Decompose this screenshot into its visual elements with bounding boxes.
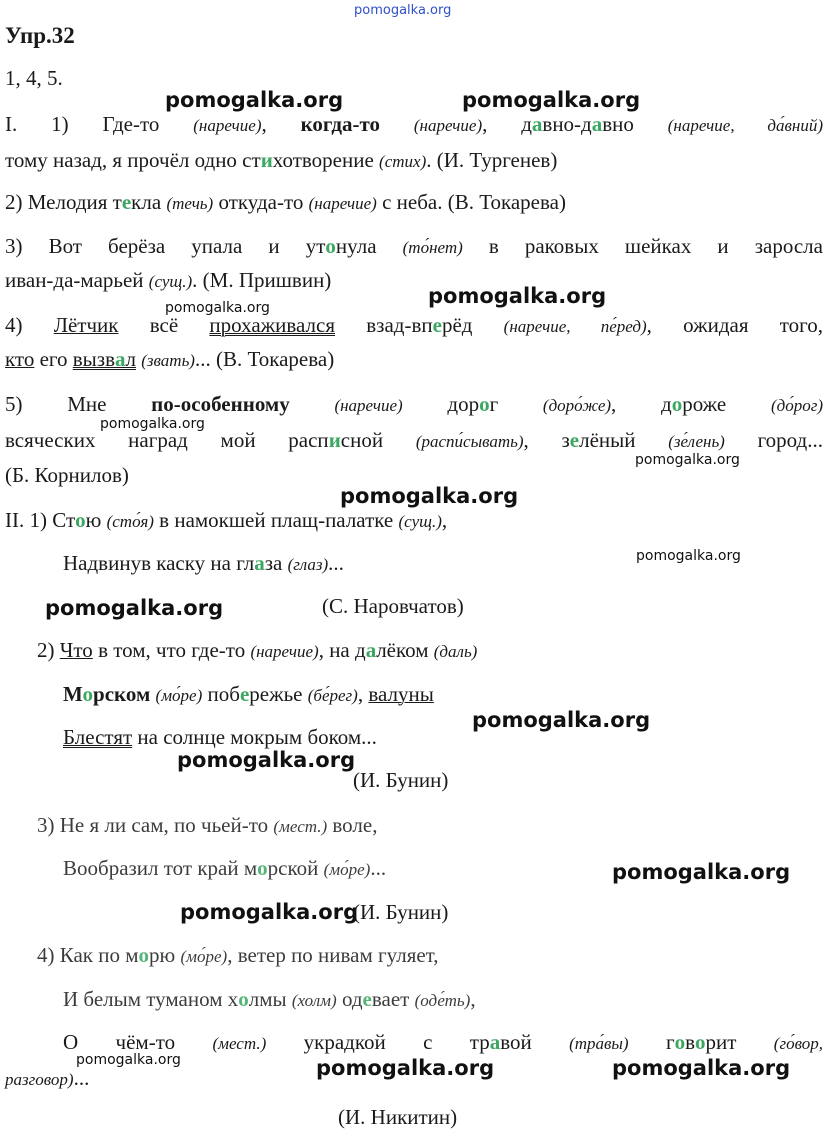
poem-4-line-4: разговор)...	[5, 1066, 90, 1090]
sentence-4-line-2: кто его вызвал (звать)... (В. Токарева)	[5, 347, 335, 371]
watermark: pomogalka.org	[316, 1056, 495, 1080]
poem-4-author: (И. Никитин)	[338, 1105, 458, 1129]
watermark: pomogalka.org	[635, 452, 740, 468]
poem-2-line-3: Блестят на солнце мокрым боком...	[63, 725, 377, 749]
watermark: pomogalka.org	[472, 708, 651, 732]
sentence-3-line-1: 3) Вот берёза упала и утонула (то́нет) в раковых шейках и заросла	[5, 234, 823, 258]
watermark: pomogalka.org	[76, 1052, 181, 1068]
exercise-title: Упр.32	[5, 23, 75, 48]
watermark: pomogalka.org	[100, 416, 205, 432]
watermark: pomogalka.org	[177, 748, 356, 772]
watermark: pomogalka.org	[636, 548, 741, 564]
watermark: pomogalka.org	[165, 300, 270, 316]
poem-2-author: (И. Бунин)	[353, 768, 449, 792]
sentence-3-line-2: иван-да-марьей (сущ.). (М. Пришвин)	[5, 268, 332, 292]
poem-3-line-2: Вообразил тот край морской (мо́ре)...	[63, 856, 387, 880]
poem-1-author: (С. Наровчатов)	[322, 594, 464, 618]
poem-1-line-2: Надвинув каску на глаза (глаз)...	[63, 551, 344, 575]
poem-4-line-1: 4) Как по морю (мо́ре), ветер по нивам гуляет,	[37, 943, 439, 967]
sentence-1-line-2: тому назад, я прочёл одно стихотворение (стих). (И. Тургенев)	[5, 148, 558, 172]
watermark: pomogalka.org	[45, 596, 224, 620]
poem-4-line-2: И белым туманом холмы (холм) одевает (оде́ть),	[63, 987, 476, 1011]
poem-3-author: (И. Бунин)	[353, 900, 449, 924]
poem-1-line-1: II. 1) Стою (сто́я) в намокшей плащ-палатке (сущ.),	[5, 508, 448, 532]
sentence-5-line-2: всяческих наград мой расписной (распи́сывать), зелёный (зе́лень) город...	[5, 428, 823, 452]
sentence-4-line-1: 4) Лётчик всё прохаживался взад-вперёд (наречие, пе́ред), ожидая того,	[5, 313, 823, 337]
sentence-2: 2) Мелодия текла (течь) откуда-то (наречие) с неба. (В. Токарева)	[5, 190, 566, 214]
exercise-numbers: 1, 4, 5.	[5, 66, 63, 90]
watermark: pomogalka.org	[165, 88, 344, 112]
watermark: pomogalka.org	[612, 1056, 791, 1080]
watermark-top: pomogalka.org	[354, 3, 452, 18]
sentence-5-author: (Б. Корнилов)	[5, 463, 129, 487]
watermark: pomogalka.org	[428, 284, 607, 308]
watermark: pomogalka.org	[340, 484, 519, 508]
sentence-5-line-1: 5) Мне по-особенному (наречие) дорог (доро́же), дороже (до́рог)	[5, 392, 824, 416]
sentence-1-line-1: I. 1) Где-то (наречие), когда-то (наречие), давно-давно (наречие, да́вний)	[5, 112, 823, 136]
watermark: pomogalka.org	[180, 900, 359, 924]
watermark: pomogalka.org	[612, 860, 791, 884]
poem-2-line-2: Морском (мо́ре) побережье (бе́рег), валуны	[63, 682, 434, 706]
poem-4-line-3: О чём-то (мест.) украдкой с травой (тра́вы) говорит (го́вор,	[63, 1030, 823, 1054]
poem-3-line-1: 3) Не я ли сам, по чьей-то (мест.) воле,	[37, 813, 378, 837]
watermark: pomogalka.org	[462, 88, 641, 112]
poem-2-line-1: 2) Что в том, что где-то (наречие), на далёком (даль)	[37, 638, 478, 662]
